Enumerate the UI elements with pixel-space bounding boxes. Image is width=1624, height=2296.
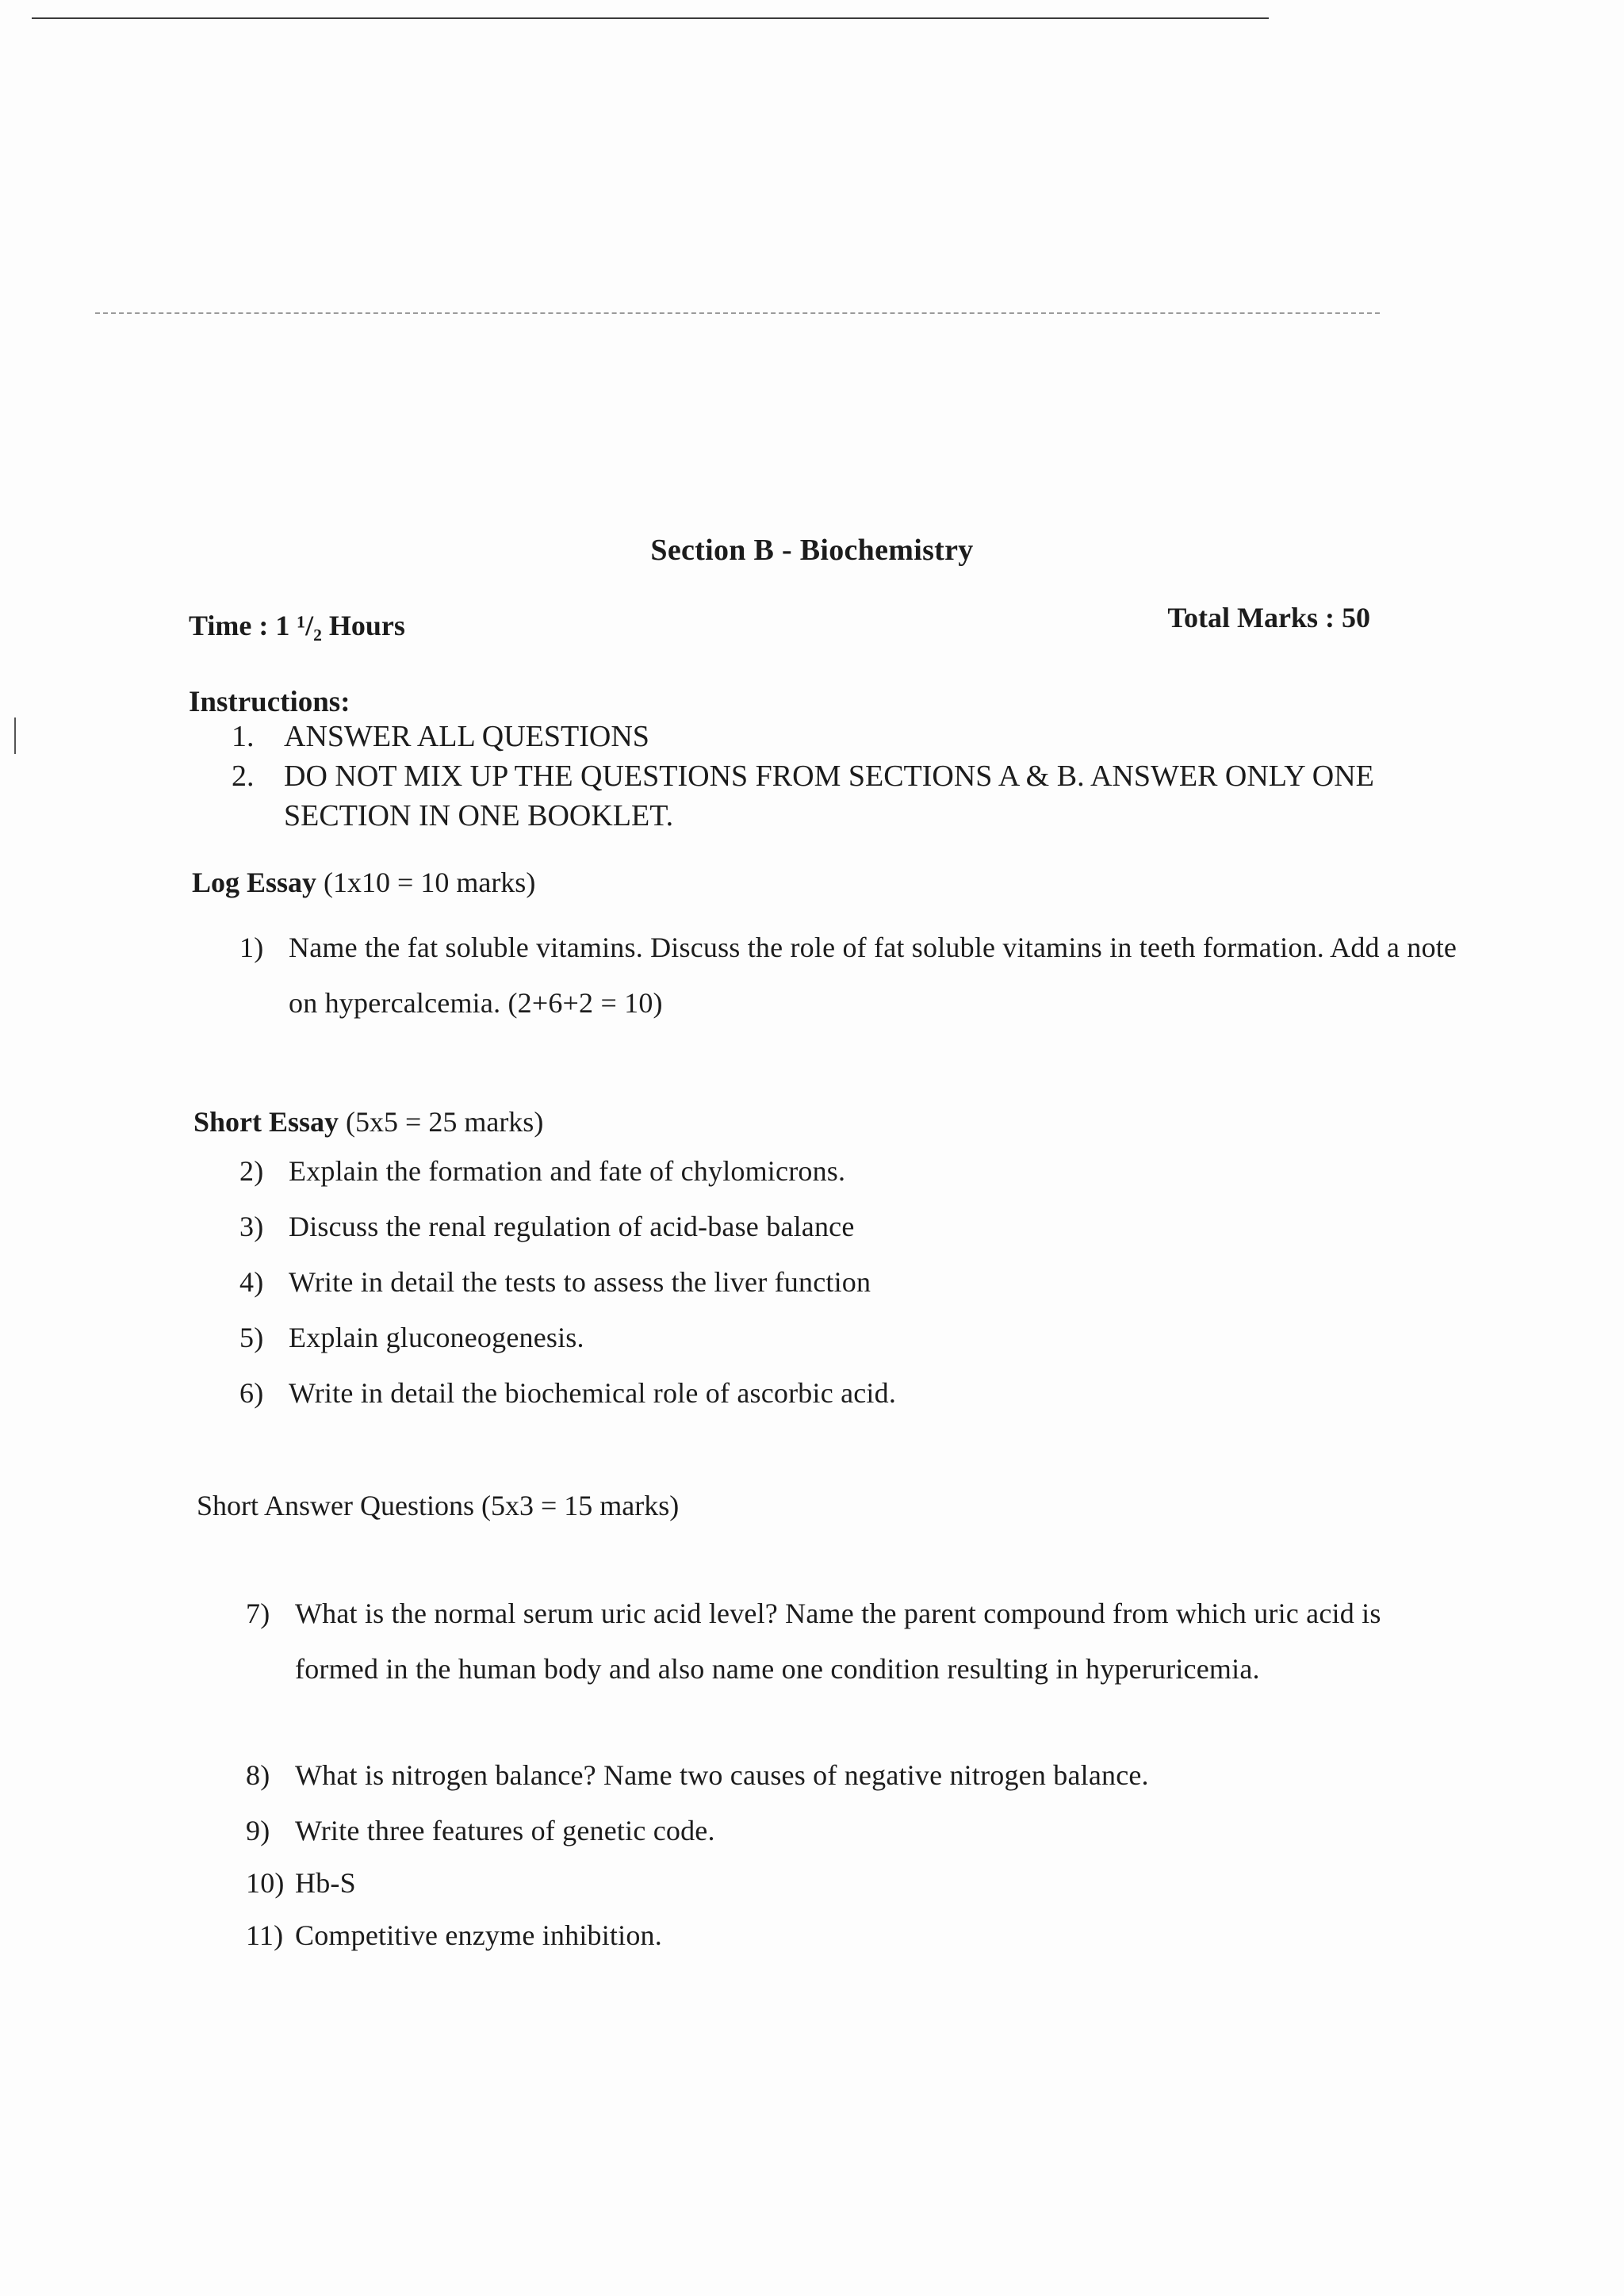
question-item [246,1586,1461,1697]
question-item [246,1803,1461,1858]
question-number: 5) [239,1322,264,1353]
question-number: 9) [246,1815,270,1846]
question-number: 2) [239,1155,264,1187]
instruction-text: ANSWER ALL QUESTIONS [284,720,649,753]
scan-artifact-dash [95,312,1380,314]
question-text: Write in detail the biochemical role of ascorbic acid. [289,1377,897,1409]
total-marks: Total Marks : 50 [1167,602,1370,633]
question-item [239,1143,1438,1199]
instruction-number: 2. [232,760,255,793]
scan-artifact-line [32,17,1269,19]
instruction-item [232,717,1421,756]
short-answer-heading: Short Answer Questions (5x3 = 15 marks) [197,1490,680,1521]
question-number: 4) [239,1266,264,1298]
question-text: Explain gluconeogenesis. [289,1322,584,1353]
long-essay-heading [192,866,535,899]
question-number: 3) [239,1211,264,1242]
short-essay-heading-marks: (5x5 = 25 marks) [339,1106,544,1138]
instructions-list [232,717,1421,836]
question-number: 10) [246,1867,285,1899]
instruction-number: 1. [232,720,255,753]
question-item [246,1747,1461,1803]
section-title: Section B - Biochemistry [650,534,974,567]
question-text: Write three features of genetic code. [295,1815,715,1846]
question-number: 7) [246,1598,270,1629]
question-text: Competitive enzyme inhibition. [295,1919,662,1951]
short-essay-heading [193,1105,543,1138]
question-text: Hb-S [295,1867,356,1899]
question-text: Discuss the renal regulation of acid-base balance [289,1211,855,1242]
question-item [239,1199,1438,1254]
question-number: 8) [246,1759,270,1791]
question-text: Write in detail the tests to assess the liver function [289,1266,871,1298]
question-text: Name the fat soluble vitamins. Discuss the role of fat soluble vitamins in teeth formation. Add a note on hypercalcemia. (2+6+2 = 10) [289,932,1457,1019]
question-text: What is the normal serum uric acid level? Name the parent compound from which uric acid is formed in the human body and also name one condition resulting in hyperuricemia. [295,1598,1381,1685]
question-text: Explain the formation and fate of chylomicrons. [289,1155,846,1187]
question-number: 1) [239,932,264,963]
long-essay-heading-marks: (1x10 = 10 marks) [316,867,536,898]
question-item [239,1310,1438,1365]
question-number: 11) [246,1919,284,1951]
exam-time: Time : 1 ¹/₂ Hours [189,610,405,641]
short-essay-heading-label: Short Essay [193,1106,339,1138]
question-item [239,1254,1438,1310]
question-item [239,1365,1438,1421]
question-item [246,1855,1461,1911]
question-number: 6) [239,1377,264,1409]
question-item [239,920,1478,1031]
scan-edge-mark [14,718,16,754]
instructions-heading: Instructions: [189,686,350,718]
instruction-text: DO NOT MIX UP THE QUESTIONS FROM SECTIONS A & B. ANSWER ONLY ONE SECTION IN ONE BOOKLET. [284,760,1374,832]
long-essay-heading-label: Log Essay [192,867,317,898]
question-text: What is nitrogen balance? Name two causes of negative nitrogen balance. [295,1759,1149,1791]
instruction-item [232,756,1421,836]
question-item [246,1908,1461,1963]
